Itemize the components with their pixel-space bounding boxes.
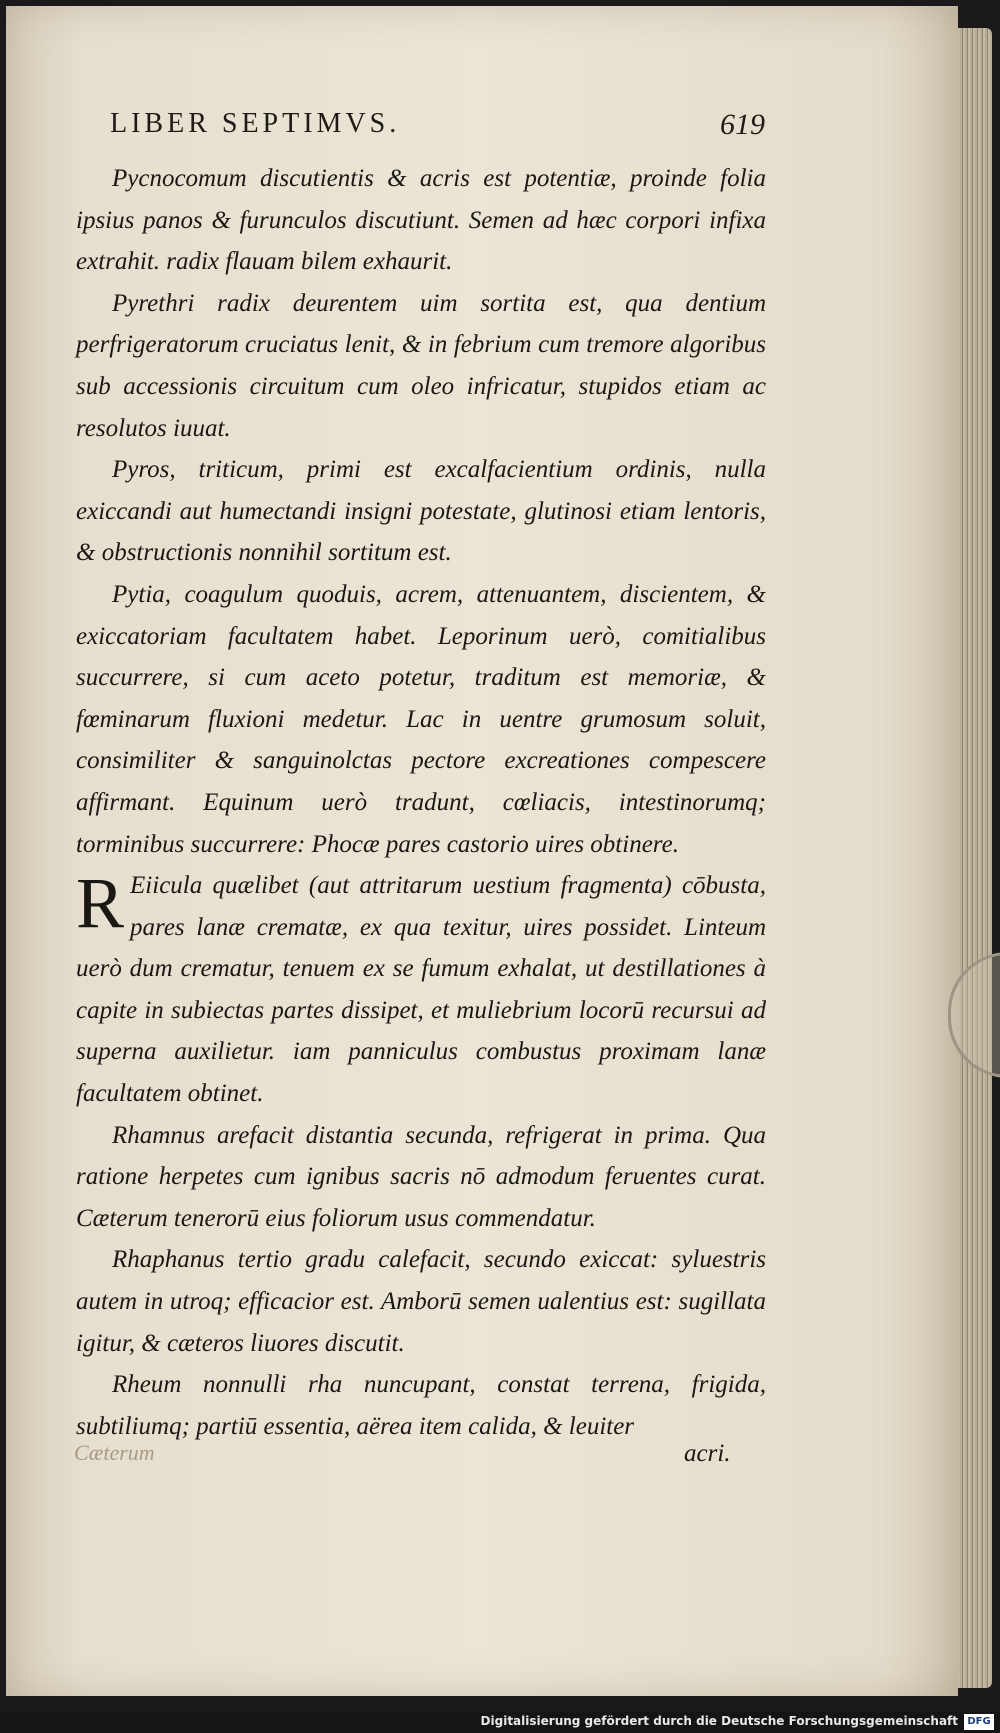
page-body [76,158,766,1447]
page-number: 619 [720,108,765,141]
paragraph-pyrethri: Pyrethri radix deurentem uim sortita est, qua dentium perfrigeratorum cruciatus lenit, & in febrium cum tremore algoribus sub accessionis circuitum cum oleo infricatur, stupidos etiam ac resolutos iuuat. [76,289,766,442]
dfg-logo: DFG [964,1714,994,1730]
paragraph-rheum: Rheum nonnulli rha nuncupant, constat terrena, frigida, subtiliumq; partiū essentia, aërea item calida, & leuiter [76,1371,766,1440]
paragraph-pyros: Pyros, triticum, primi est excalfacientium ordinis, nulla exiccandi aut humectandi insigni potestate, glutinosi etiam lentoris, & obstructionis nonnihil sortitum est. [76,456,766,567]
paragraph-reiicula [76,865,766,1115]
bleed-through-text: Cæterum [74,1440,155,1465]
drop-capital: R [76,863,125,944]
paragraph-rhaphanus: Rhaphanus tertio gradu calefacit, secundo exiccat: syluestris autem in utroq; efficacior est. Amborū semen ualentius est: sugillata igitur, & cæteros liuores discutit. [76,1246,766,1357]
catchword: acri. [684,1440,731,1467]
reiicula-text: Eiicula quælibet (aut attritarum uestium fragmenta) cōbusta, pares lanæ crematæ, ex qua texitur, uires possidet. Linteum uerò dum crematur, tenuem ex se fumum exhalat, ut destillationes à capite in subiectas partes dissipet, et muliebrium locorū recursui ad superna auxilietur. iam panniculus combustus proximam lanæ facultatem obtinet. [76,872,766,1108]
digitization-credit: Digitalisierung gefördert durch die Deutsche Forschungsgemeinschaft [480,1714,958,1728]
page-foot [74,1440,774,1466]
paragraph-rhamnus: Rhamnus arefacit distantia secunda, refrigerat in prima. Qua ratione herpetes cum ignibus sacris nō admodum feruentes curat. Cæterum tenerorū eius foliorum usus commendatur. [76,1121,766,1232]
paragraph-pytia: Pytia, coagulum quoduis, acrem, attenuantem, discientem, & exiccatoriam facultatem habet. Leporinum uerò, comitialibus succurrere, si cum aceto potetur, traditum est memoriæ, & fœminarum fluxioni medetur. Lac in uentre grumosum soluit, consimiliter & sanguinolctas pectore excreationes compescere affirmant. Equinum uerò tradunt, cœliacis, intestinorumq; torminibus succurrere: Phocæ pares castorio uires obtinere. [76,580,766,858]
running-title: LIBER SEPTIMVS. [110,108,401,139]
paragraph-pycnocomum: Pycnocomum discutientis & acris est potentiæ, proinde folia ipsius panos & furunculos discutiunt. Semen ad hæc corpori infixa extrahit. radix flauam bilem exhaurit. [76,165,766,276]
